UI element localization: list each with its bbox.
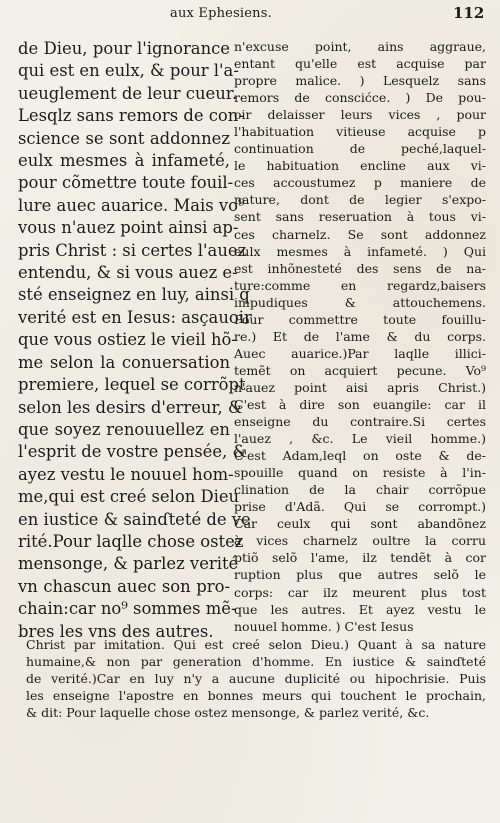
gloss-line: ture:comme en regardz,baisers (234, 277, 486, 293)
gloss-line: sent sans reseruation à tous vi- (234, 209, 486, 225)
gloss-line: spouille quand on resiste à l'in- (234, 465, 486, 481)
gloss-line: ces accoustumez p maniere de (234, 175, 486, 191)
gloss-line: corps: car ilz meurent plus tost (234, 584, 486, 600)
gloss-line: le habituation encline aux vi- (234, 158, 486, 174)
text-line: ueuglement de leur cueur. (18, 83, 238, 103)
gloss-line: les enseigne l'apostre en bonnes meurs qui touchent le prochain, (26, 688, 486, 704)
gloss-line: clination de la chair corrõpue (234, 482, 486, 498)
text-line: premiere, lequel se corrõpt (18, 375, 246, 395)
text-line: Lesqlz sans remors de con- (18, 106, 244, 126)
gloss-line: l'habituation vitieuse acquise p (234, 124, 486, 140)
text-line: me selon la conuersation (18, 352, 230, 372)
gloss-line: & dit: Pour laquelle chose ostez mensonge, & parlez verité, &c. (26, 705, 430, 721)
text-line: mensonge, & parlez verité (18, 554, 239, 574)
gloss-line: prise d'Adã. Qui se corrompt.) (234, 499, 486, 515)
commentary-column (234, 38, 486, 635)
text-line: verité est en Iesus: asçauoir (18, 307, 252, 327)
gloss-line: nouuel homme. ) C'est Iesus (234, 618, 414, 634)
text-line: vn chascun auec son pro- (18, 576, 230, 596)
text-line: bres les vns des autres. (18, 621, 214, 641)
text-line: lure auec auarice. Mais vo⁹ (18, 195, 245, 215)
text-line: en iustice & sainɗteté de ve (18, 509, 251, 529)
gloss-line: est inhõnesteté des sens de na- (234, 260, 486, 276)
gloss-line: Car ceulx qui sont abandõnez (234, 516, 486, 532)
gloss-line: impudiques & attouchemens. (234, 294, 486, 310)
gloss-line: nature, dont de legier s'expo- (234, 192, 486, 208)
running-head: aux Ephesiens. (170, 6, 272, 21)
text-line: que soyez renouuellez en (18, 419, 230, 439)
gloss-line: ruption plus que autres selõ le (234, 567, 486, 583)
gloss-line: humaine,& non par generation d'homme. En iustice & sainɗteté (26, 654, 486, 670)
gloss-line: enseigne du contraire.Si certes (234, 414, 486, 430)
gloss-line: entant qu'elle est acquise par (234, 56, 486, 72)
gloss-line: temẽt on acquiert pecune. Vo⁹ (234, 362, 486, 378)
text-line: science se sont addonnez (18, 128, 230, 148)
text-line: l'esprit de vostre pensée, & (18, 442, 248, 462)
text-line: rité.Pour laqlle chose ostez (18, 531, 244, 551)
text-line: vous n'auez point ainsi ap- (18, 218, 239, 238)
text-line: me,qui est creé selon Dieu (18, 487, 240, 507)
text-line: que vous ostiez le vieil hõ- (18, 330, 237, 350)
gloss-line: re.) Et de l'ame & du corps. (234, 328, 486, 344)
gloss-line: continuation de peché,laquel- (234, 141, 486, 157)
text-line: eulx mesmes à infameté, (18, 151, 230, 171)
gloss-line: que les autres. Et ayez vestu le (234, 601, 486, 617)
gloss-line: de verité.)Car en luy n'y a aucune duplicité ou hipochrisie. Puis (26, 671, 486, 687)
scripture-text-column (18, 38, 252, 643)
text-line: selon les desirs d'erreur, & (18, 397, 243, 417)
gloss-line: ptiõ selõ l'ame, ilz tendẽt à cor (234, 550, 486, 566)
text-line: pour cõmettre toute fouil- (18, 173, 234, 193)
gloss-line: Pour commettre toute fouillu- (234, 311, 486, 327)
gloss-line: Auec auarice.)Par laqlle illici- (234, 345, 486, 361)
text-line: de Dieu, pour l'ignorance (18, 39, 230, 58)
gloss-line: propre malice. ) Lesquelz sans (234, 73, 486, 89)
gloss-line: remors de conscićce. ) De pou- (234, 90, 486, 106)
gloss-line: ces charnelz. Se sont addonnez (234, 226, 486, 242)
gloss-line: à vices charnelz oultre la corru (234, 533, 486, 549)
gloss-line: l'auez , &c. Le vieil homme.) (234, 431, 486, 447)
text-line: chain:car no⁹ sommes mẽ- (18, 599, 237, 619)
page-number: 112 (453, 4, 485, 22)
gloss-line: eulx mesmes à infameté. ) Qui (234, 243, 486, 259)
gloss-line: n'auez point aisi apris Christ.) (234, 379, 486, 395)
gloss-line: n'excuse point, ains aggraue, (234, 39, 486, 54)
gloss-line: C'est Adam,leql on oste & de- (234, 448, 486, 464)
text-line: qui est en eulx, & pour l'a- (18, 61, 239, 81)
text-line: sté enseignez en luy, ainsi q (18, 285, 250, 305)
text-line: entendu, & si vous auez e- (18, 263, 238, 283)
commentary-continuation (26, 636, 486, 721)
text-line: pris Christ : si certes l'auez (18, 240, 247, 260)
gloss-line: Christ par imitation. Qui est creé selon Dieu.) Quant à sa nature (26, 637, 486, 652)
text-line: ayez vestu le nouuel hom- (18, 464, 234, 484)
gloss-line: oir delaisser leurs vices , pour (234, 107, 486, 123)
gloss-line: C'est à dire son euangile: car il (234, 396, 486, 412)
